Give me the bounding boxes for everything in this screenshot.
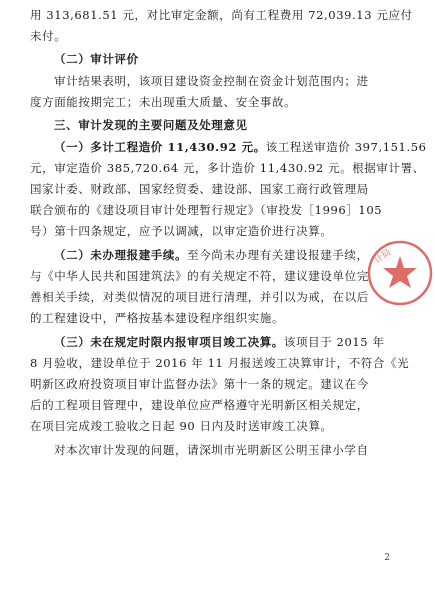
issue-text: 该项目于 2015 年 (283, 335, 385, 349)
text-line: 号）第十四条规定，应予以调减，以审定造价进行决算。 (30, 224, 333, 238)
text-line: 元，审定造价 385,720.64 元，多计造价 11,430.92 元。根据审计署、 (30, 161, 425, 175)
section-heading: （二）审计评价 (54, 52, 139, 66)
issue-heading: （二）未办理报建手续。 (54, 248, 188, 262)
section-heading: 三、审计发现的主要问题及处理意见 (54, 118, 248, 132)
text-line (54, 248, 394, 263)
issue-text: 至今尚未办理有关建设报建手续， (187, 248, 369, 262)
text-line: 明新区政府投资项目审计监督办法》第十一条的规定。建议在今 (30, 377, 369, 391)
text-line: 审计结果表明，该项目建设资金控制在资金计划范围内；进 (54, 74, 369, 88)
page-number: 2 (384, 553, 390, 563)
text-line: 8 月验收，建设单位于 2016 年 11 月报送竣工决算审计，不符合《光 (30, 356, 410, 370)
text-line (54, 335, 394, 350)
issue-text: 该工程送审造价 397,151.56 (265, 140, 427, 154)
text-line: 用 313,681.51 元，对比审定金额，尚有工程费用 72,039.13 元应付 (30, 8, 413, 22)
text-line: 善相关手续，对类似情况的项目进行清理，并引以为戒，在以后 (30, 290, 369, 304)
text-line: 的工程建设中，严格按基本建设程序组织实施。 (30, 311, 285, 325)
text-line (54, 140, 427, 155)
text-line: 度方面能按期完工；未出现重大质量、安全事故。 (30, 95, 297, 109)
text-line: 与《中华人民共和国建筑法》的有关规定不符，建议建设单位完 (30, 269, 369, 283)
text-line: 后的工程项目管理中，建设单位应严格遵守光明新区相关规定， (30, 398, 369, 412)
official-seal-stamp (365, 238, 435, 308)
text-line: 国家计委、财政部、国家经贸委、建设部、国家工商行政管理局 (30, 182, 369, 196)
stamp-text: 计局 (372, 247, 394, 267)
text-line: 联合颁布的《建设项目审计处理暂行规定》（审投发［1996］105 (30, 203, 383, 217)
text-line: 在项目完成竣工验收之日起 90 日内及时送审竣工决算。 (30, 419, 333, 433)
text-line: 未付。 (30, 29, 67, 43)
text-line: 对本次审计发现的问题，请深圳市光明新区公明玉律小学自 (54, 443, 369, 457)
issue-heading: （三）未在规定时限内报审项目竣工决算。 (54, 335, 284, 349)
issue-heading: （一）多计工程造价 11,430.92 元。 (54, 140, 266, 154)
